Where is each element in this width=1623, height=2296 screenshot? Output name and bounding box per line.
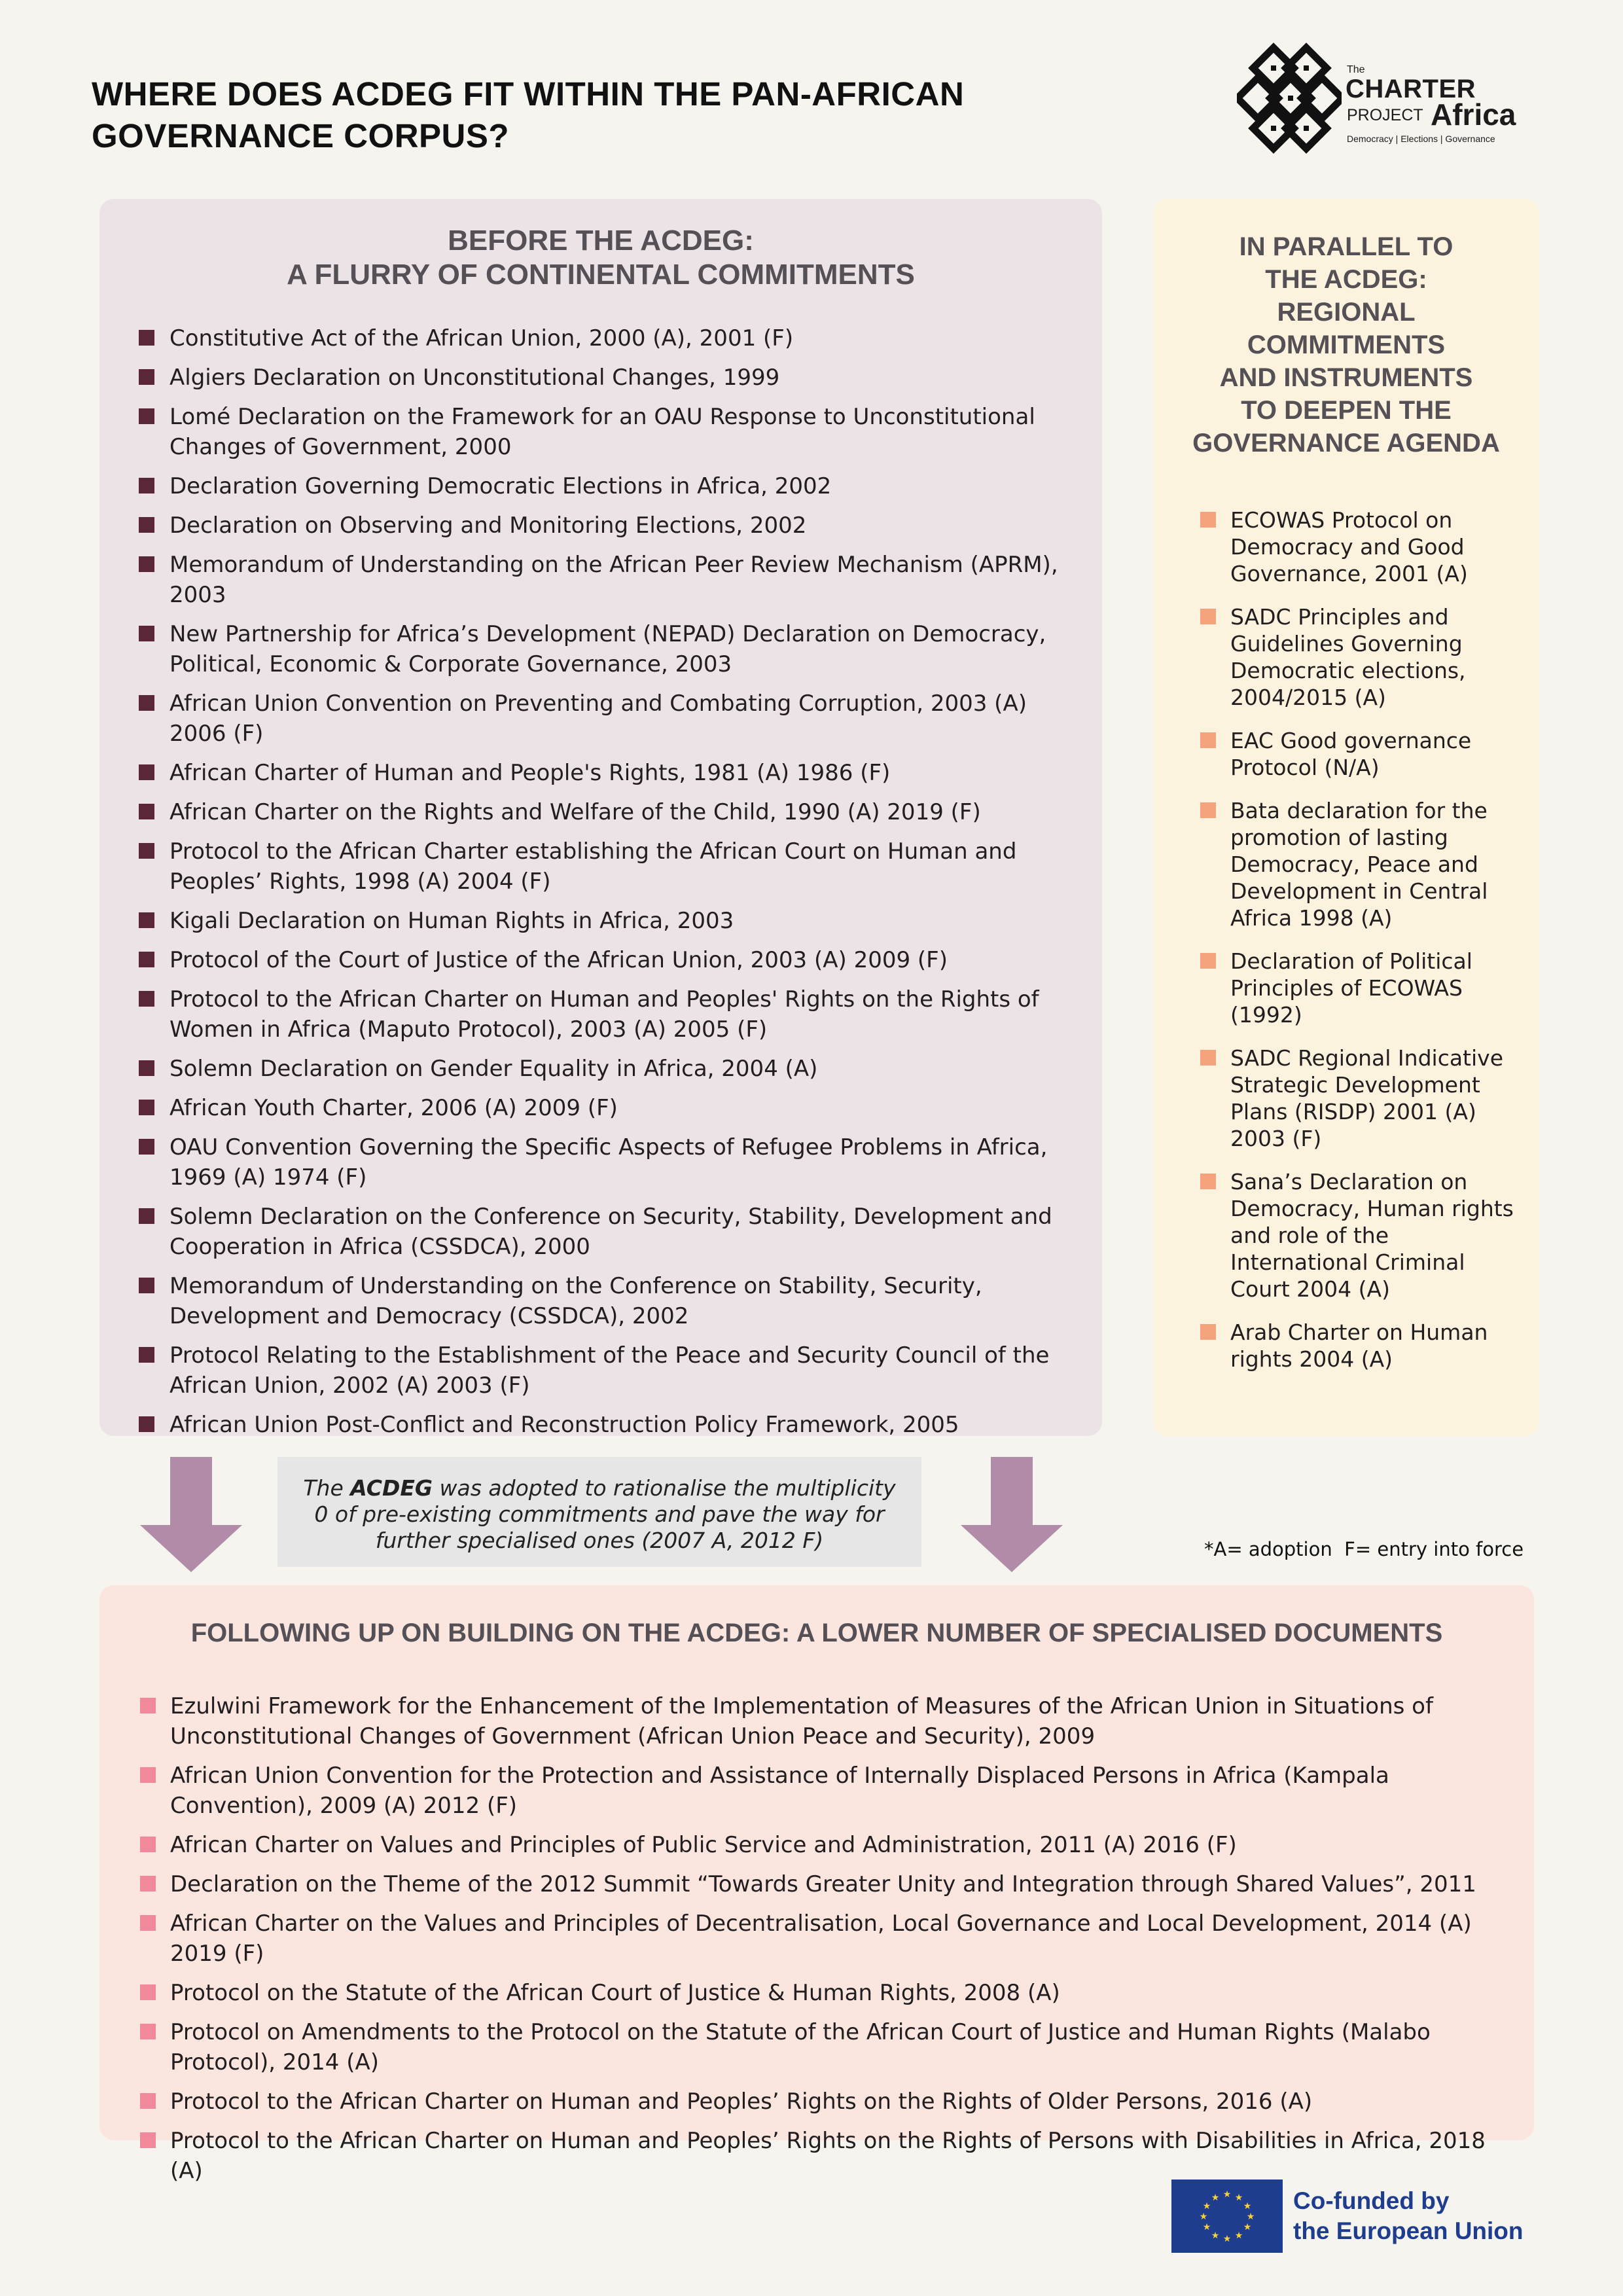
list-item-text: Memorandum of Understanding on the Conference on Stability, Security, Development and Democracy (CSSDCA), 2002: [169, 1273, 982, 1329]
list-item: [1200, 1168, 1527, 1302]
square-bullet-icon: [139, 478, 154, 493]
list-item-text: Declaration Governing Democratic Elections in Africa, 2002: [169, 473, 832, 499]
list-item-text: Protocol on the Statute of the African Court of Justice & Human Rights, 2008 (A): [170, 1980, 1060, 2006]
parallel-heading-line: TO DEEPEN THE: [1241, 396, 1452, 425]
list-item-text: Ezulwini Framework for the Enhancement of the Implementation of Measures of the African Union in Situations of Unconstitutional Changes of Government (African Union Peace and Security), 2009: [170, 1693, 1433, 1749]
list-item-text: SADC Principles and Guidelines Governing Democratic elections, 2004/2015 (A): [1230, 604, 1466, 710]
list-item: [139, 945, 1081, 975]
page-title-line1: WHERE DOES ACDEG FIT WITHIN THE PAN-AFRICAN: [92, 75, 965, 113]
square-bullet-icon: [139, 330, 154, 346]
list-item: [139, 836, 1081, 897]
list-item-text: OAU Convention Governing the Specific Aspects of Refugee Problems in Africa, 1969 (A) 1974 (F): [169, 1134, 1048, 1191]
list-item-text: Constitutive Act of the African Union, 2000 (A), 2001 (F): [169, 325, 794, 351]
list-item-text: Solemn Declaration on Gender Equality in Africa, 2004 (A): [169, 1056, 818, 1082]
square-bullet-icon: [1200, 512, 1216, 528]
note-line3: further specialised ones (2007 A, 2012 F): [375, 1528, 824, 1553]
square-bullet-icon: [139, 1100, 154, 1115]
acdeg-adoption-note: [277, 1457, 921, 1567]
list-item: [140, 1830, 1514, 1860]
square-bullet-icon: [139, 408, 154, 424]
list-item: [139, 1271, 1081, 1331]
square-bullet-icon: [139, 764, 154, 780]
list-item: [140, 2126, 1514, 2186]
list-item: [139, 1054, 1081, 1084]
list-item: [139, 984, 1081, 1045]
list-item: [139, 1340, 1081, 1401]
square-bullet-icon: [140, 2093, 156, 2109]
list-item: [1200, 797, 1527, 931]
list-item-text: Arab Charter on Human rights 2004 (A): [1230, 1319, 1488, 1372]
parallel-heading: [1153, 230, 1539, 459]
before-heading-line2: A FLURRY OF CONTINENTAL COMMITMENTS: [287, 259, 915, 291]
square-bullet-icon: [1200, 609, 1216, 624]
list-item: [139, 758, 1081, 788]
square-bullet-icon: [139, 626, 154, 641]
square-bullet-icon: [1200, 1324, 1216, 1340]
down-arrow-icon: [140, 1457, 242, 1572]
list-item: [139, 363, 1081, 393]
logo-africa-text: Africa: [1431, 98, 1516, 132]
note-pre: The: [303, 1475, 351, 1501]
list-item-text: Protocol on Amendments to the Protocol on the Statute of the African Court of Justice and Human Rights (Malabo Protocol), 2014 (A): [170, 2019, 1431, 2075]
list-item-text: Protocol to the African Charter establishing the African Court on Human and Peoples’ Rights, 1998 (A) 2004 (F): [169, 838, 1017, 895]
svg-text:★: ★: [1199, 2212, 1208, 2222]
abbreviation-legend: *A= adoption F= entry into force: [1204, 1538, 1524, 1560]
eu-flag-icon: [1171, 2179, 1283, 2253]
charter-project-logo: [1237, 41, 1531, 165]
list-item: [140, 1978, 1514, 2008]
square-bullet-icon: [140, 1698, 156, 1713]
list-item-text: African Charter of Human and People's Rights, 1981 (A) 1986 (F): [169, 760, 891, 786]
logo-charter-text: CHARTER: [1346, 75, 1476, 103]
svg-text:★: ★: [1222, 2234, 1232, 2244]
list-item-text: African Union Post-Conflict and Reconstruction Policy Framework, 2005: [169, 1412, 959, 1438]
list-item-text: African Charter on Values and Principles of Public Service and Administration, 2011 (A) 2016 (F): [170, 1832, 1237, 1858]
square-bullet-icon: [139, 695, 154, 711]
svg-text:★: ★: [1243, 2222, 1252, 2233]
square-bullet-icon: [140, 1837, 156, 1852]
parallel-heading-line: REGIONAL: [1277, 298, 1416, 327]
list-item: [140, 1691, 1514, 1751]
following-acdeg-panel: [99, 1585, 1534, 2184]
list-item: [140, 2017, 1514, 2077]
square-bullet-icon: [140, 1915, 156, 1931]
parallel-heading-line: IN PARALLEL TO: [1239, 232, 1454, 261]
square-bullet-icon: [1200, 732, 1216, 748]
list-item-text: Protocol to the African Charter on Human and Peoples’ Rights on the Rights of Persons with Disabilities in Africa, 2018 (A): [170, 2128, 1486, 2184]
note-line1-rest: was adopted to rationalise the multiplicity: [433, 1475, 896, 1501]
list-item-text: SADC Regional Indicative Strategic Development Plans (RISDP) 2001 (A) 2003 (F): [1230, 1045, 1503, 1151]
list-item: [139, 1202, 1081, 1262]
square-bullet-icon: [1200, 802, 1216, 818]
square-bullet-icon: [139, 952, 154, 967]
square-bullet-icon: [139, 804, 154, 819]
list-item: [140, 1761, 1514, 1821]
logo-project-text: PROJECT: [1347, 106, 1423, 124]
before-heading-line1: BEFORE THE ACDEG:: [448, 224, 754, 257]
before-acdeg-heading: [99, 224, 1102, 292]
parallel-heading-line: AND INSTRUMENTS: [1219, 363, 1473, 392]
square-bullet-icon: [139, 1139, 154, 1155]
square-bullet-icon: [140, 2132, 156, 2148]
list-item-text: African Union Convention on Preventing and Combating Corruption, 2003 (A) 2006 (F): [169, 691, 1027, 747]
list-item-text: Protocol of the Court of Justice of the African Union, 2003 (A) 2009 (F): [169, 947, 948, 973]
square-bullet-icon: [140, 1876, 156, 1892]
list-item: [1200, 507, 1527, 587]
square-bullet-icon: [139, 843, 154, 859]
square-bullet-icon: [139, 1416, 154, 1432]
eu-cofunding-badge: [1171, 2179, 1538, 2253]
list-item: [139, 1093, 1081, 1123]
list-item: [1200, 727, 1527, 781]
list-item-text: Declaration on Observing and Monitoring Elections, 2002: [169, 512, 807, 539]
square-bullet-icon: [140, 1767, 156, 1783]
list-item: [139, 323, 1081, 353]
list-item: [140, 2087, 1514, 2117]
before-acdeg-list: [139, 323, 1081, 1449]
list-item: [139, 471, 1081, 501]
square-bullet-icon: [139, 912, 154, 928]
svg-text:★: ★: [1246, 2212, 1255, 2222]
square-bullet-icon: [139, 556, 154, 572]
list-item-text: Lomé Declaration on the Framework for an OAU Response to Unconstitutional Changes of Government, 2000: [169, 404, 1035, 460]
list-item: [139, 689, 1081, 749]
square-bullet-icon: [139, 369, 154, 385]
parallel-heading-line: THE ACDEG:: [1265, 265, 1427, 294]
svg-text:★: ★: [1234, 2231, 1243, 2241]
list-item: [1200, 1045, 1527, 1152]
svg-text:★: ★: [1211, 2231, 1220, 2241]
list-item: [139, 1132, 1081, 1193]
list-item-text: African Youth Charter, 2006 (A) 2009 (F): [169, 1095, 618, 1121]
charter-knot-logo-icon: [1237, 41, 1342, 158]
list-item: [140, 1869, 1514, 1899]
square-bullet-icon: [139, 1347, 154, 1363]
list-item-text: Algiers Declaration on Unconstitutional Changes, 1999: [169, 365, 780, 391]
list-item-text: Protocol to the African Charter on Human and Peoples' Rights on the Rights of Women in Africa (Maputo Protocol), 2003 (A) 2005 (F): [169, 986, 1039, 1043]
page-title-line2: GOVERNANCE CORPUS?: [92, 117, 510, 154]
list-item-text: EAC Good governance Protocol (N/A): [1230, 728, 1472, 780]
logo-the-text: The: [1347, 64, 1365, 75]
list-item: [139, 619, 1081, 679]
svg-text:★: ★: [1234, 2193, 1243, 2203]
list-item: [139, 402, 1081, 462]
svg-text:★: ★: [1243, 2201, 1252, 2212]
square-bullet-icon: [140, 1984, 156, 2000]
parallel-heading-line: COMMITMENTS: [1247, 331, 1446, 359]
logo-tagline: Democracy | Elections | Governance: [1347, 134, 1495, 144]
square-bullet-icon: [139, 1208, 154, 1224]
list-item: [139, 906, 1081, 936]
square-bullet-icon: [139, 991, 154, 1007]
list-item-text: ECOWAS Protocol on Democracy and Good Governance, 2001 (A): [1230, 507, 1468, 586]
svg-text:★: ★: [1202, 2222, 1211, 2233]
square-bullet-icon: [139, 517, 154, 533]
square-bullet-icon: [139, 1060, 154, 1076]
eu-line2: the European Union: [1293, 2217, 1524, 2244]
svg-text:★: ★: [1211, 2193, 1220, 2203]
eu-cofunding-text: [1293, 2186, 1524, 2246]
list-item: [1200, 603, 1527, 711]
square-bullet-icon: [140, 2024, 156, 2039]
note-acdeg-bold: ACDEG: [350, 1475, 433, 1501]
list-item-text: Memorandum of Understanding on the African Peer Review Mechanism (APRM), 2003: [169, 552, 1058, 608]
list-item: [139, 797, 1081, 827]
list-item-text: Declaration of Political Principles of ECOWAS (1992): [1230, 948, 1472, 1028]
list-item-text: Protocol to the African Charter on Human and Peoples’ Rights on the Rights of Older Persons, 2016 (A): [170, 2089, 1313, 2115]
list-item: [139, 550, 1081, 610]
list-item-text: Solemn Declaration on the Conference on Security, Stability, Development and Cooperation in Africa (CSSDCA), 2000: [169, 1204, 1052, 1260]
parallel-heading-line: GOVERNANCE AGENDA: [1192, 429, 1500, 457]
list-item-text: Protocol Relating to the Establishment of the Peace and Security Council of the African Union, 2002 (A) 2003 (F): [169, 1342, 1050, 1399]
list-item-text: African Union Convention for the Protection and Assistance of Internally Displaced Persons in Africa (Kampala Convention), 2009 (A) 2012 (F): [170, 1763, 1389, 1819]
list-item: [1200, 1319, 1527, 1372]
parallel-list: [1200, 507, 1527, 1389]
eu-line1: Co-funded by: [1293, 2187, 1450, 2214]
list-item-text: Kigali Declaration on Human Rights in Africa, 2003: [169, 908, 734, 934]
square-bullet-icon: [1200, 953, 1216, 969]
page-title: [92, 73, 964, 157]
list-item: [139, 511, 1081, 541]
list-item-text: Bata declaration for the promotion of lasting Democracy, Peace and Development in Central Africa 1998 (A): [1230, 798, 1488, 931]
list-item-text: Sana’s Declaration on Democracy, Human rights and role of the International Criminal Court 2004 (A): [1230, 1169, 1514, 1302]
square-bullet-icon: [1200, 1050, 1216, 1066]
following-heading: FOLLOWING UP ON BUILDING ON THE ACDEG: A LOWER NUMBER OF SPECIALISED DOCUMENTS: [190, 1619, 1443, 1647]
list-item-text: New Partnership for Africa’s Development (NEPAD) Declaration on Democracy, Political, Economic & Corporate Governance, 2003: [169, 621, 1046, 677]
parallel-regional-panel: [1153, 199, 1539, 1436]
svg-text:★: ★: [1222, 2189, 1232, 2200]
note-line2: 0 of pre-existing commitments and pave the way for: [314, 1501, 885, 1527]
square-bullet-icon: [139, 1278, 154, 1293]
list-item-text: Declaration on the Theme of the 2012 Summit “Towards Greater Unity and Integration through Shared Values”, 2011: [170, 1871, 1476, 1897]
before-acdeg-panel: [99, 199, 1102, 1436]
svg-text:★: ★: [1202, 2201, 1211, 2212]
list-item: [1200, 948, 1527, 1028]
square-bullet-icon: [1200, 1174, 1216, 1189]
down-arrow-icon: [961, 1457, 1063, 1572]
list-item-text: African Charter on the Values and Principles of Decentralisation, Local Governance and Local Development, 2014 (A) 2019 (F): [170, 1910, 1472, 1967]
list-item: [139, 1410, 1081, 1440]
list-item-text: African Charter on the Rights and Welfare of the Child, 1990 (A) 2019 (F): [169, 799, 981, 825]
list-item: [140, 1909, 1514, 1969]
following-list: [140, 1691, 1514, 2195]
